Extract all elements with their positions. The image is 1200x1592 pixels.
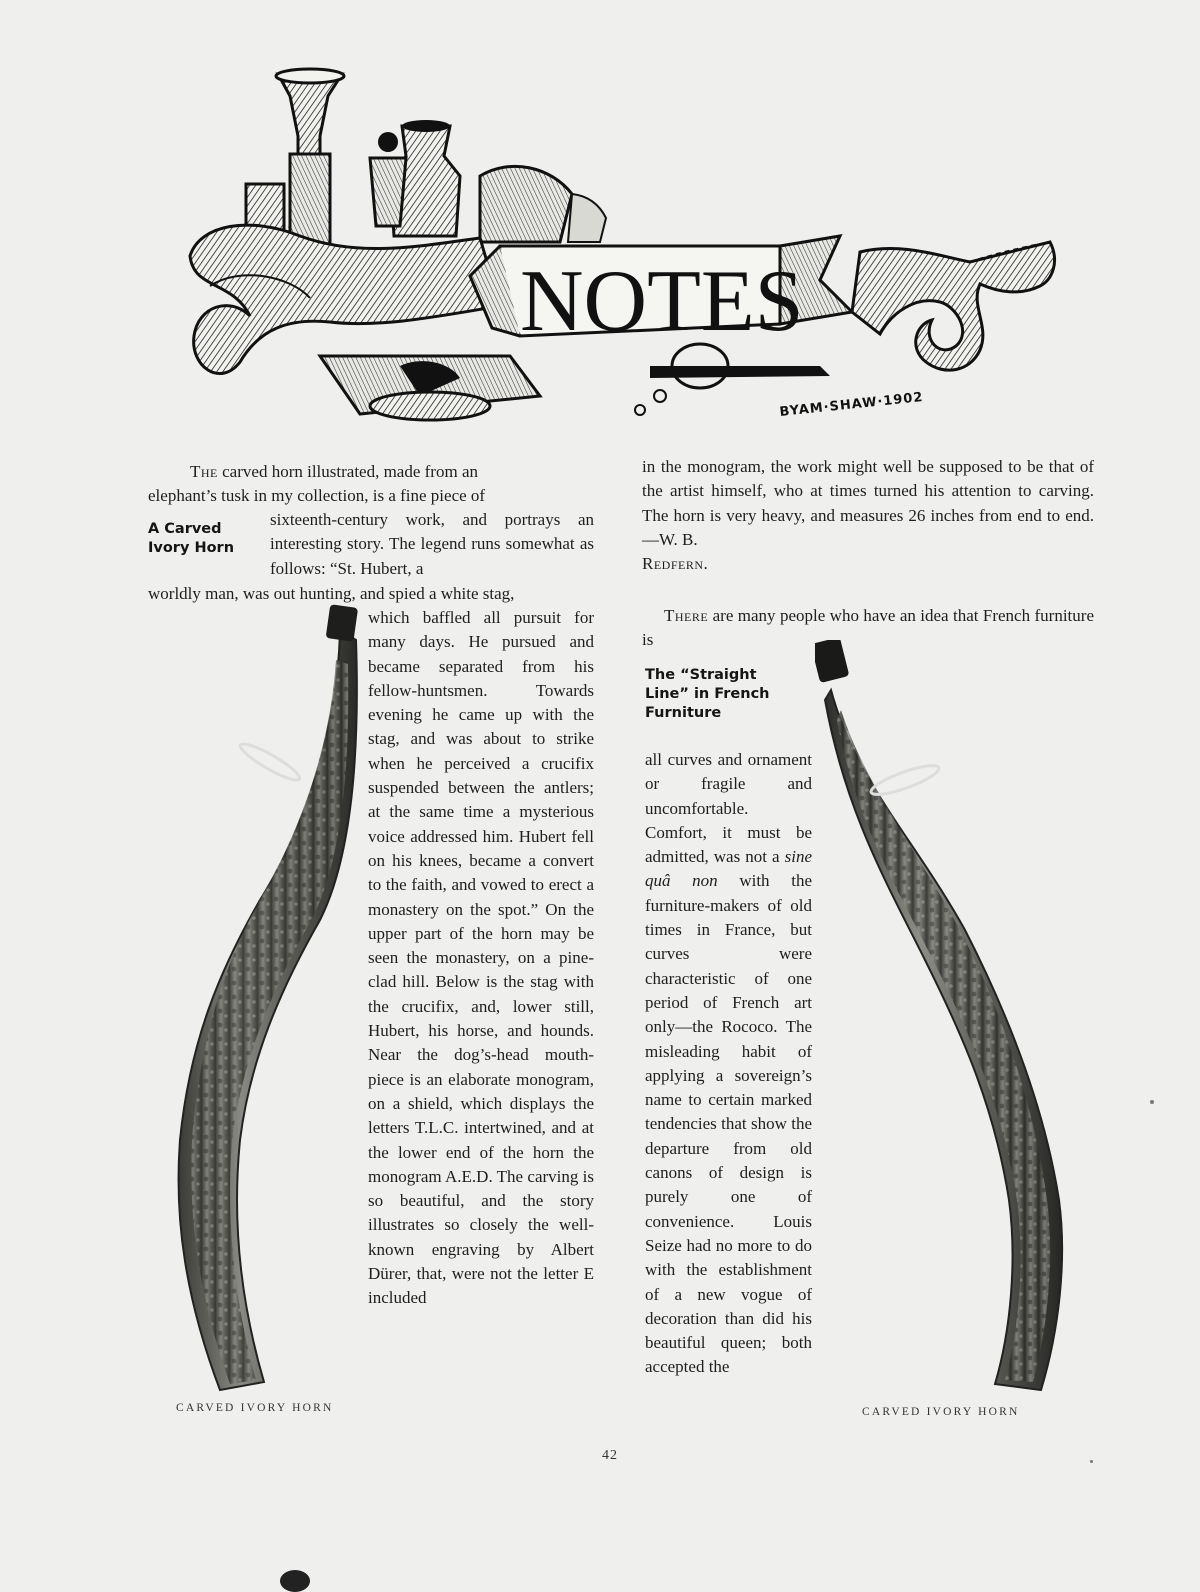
article1-line2: elephant’s tusk in my collection, is a fine piece of — [148, 486, 486, 506]
article2-narrow-column — [645, 748, 812, 1380]
notes-header-illustration — [180, 66, 1080, 446]
article1-continuation — [642, 455, 1094, 576]
notes-header-svg — [180, 66, 1080, 446]
article1-sidehead — [148, 520, 234, 558]
article1-line1: carved horn illustrated, made from an — [217, 462, 478, 481]
article2-sidehead — [645, 666, 770, 723]
paper-speck — [1150, 1100, 1154, 1104]
article1-wide-line: worldly man, was out hunting, and spied a white stag, — [148, 584, 515, 603]
article2-sidehead-line2: Line” in French — [645, 686, 770, 702]
article2-narrow-after: with the furniture-makers of old times in France, but curves were characteristic of one period of French art only—the Rococo. The misleading habit of applying a sovereign’s name to certain marked tendencies that show the departure from old canons of design is purely one of convenience. Louis Seize had no more to do with the establishment of a new vogue of decoration than did his beautiful queen; both accepted the — [645, 871, 812, 1377]
article1-author: Redfern. — [642, 554, 709, 574]
right-horn-svg — [815, 640, 1095, 1400]
right-horn-photo — [815, 640, 1095, 1400]
article2-sidehead-line1: The “Straight — [645, 667, 757, 683]
paper-speck — [1090, 1460, 1093, 1463]
notes-title: NOTES — [520, 253, 804, 350]
article2-intro-text: are many people who have an idea that French furniture is — [642, 606, 1094, 650]
article1-sidehead-line1: A Carved — [148, 521, 222, 537]
artist-signature: BYAM·SHAW·1902 — [778, 389, 925, 420]
article1-top-lines — [148, 460, 594, 509]
left-horn-caption: CARVED IVORY HORN — [176, 1402, 334, 1414]
left-horn-photo — [160, 600, 360, 1400]
ink-blot-decoration — [280, 1570, 310, 1592]
article1-continuation-text: in the monogram, the work might well be supposed to be that of the artist himself, who at times turned his attention to carving. The horn is very heavy, and measures 26 inches from end to end.—W. B. — [642, 457, 1094, 549]
article2-narrow-before: all curves and ornament or fragile and uncomfortable. Comfort, it must be admitted, was not a — [645, 750, 812, 867]
page-number: 42 — [602, 1448, 618, 1463]
right-horn-caption: CARVED IVORY HORN — [862, 1406, 1020, 1418]
article2-italic-phrase: sine quâ non — [645, 847, 812, 891]
article2-opening-word: There — [664, 606, 709, 625]
article1-opening-word: The — [190, 462, 218, 481]
article1-hang-text: sixteenth-century work, and portrays an interesting story. The legend runs somewhat as follows: “St. Hubert, a — [270, 510, 594, 578]
article2-sidehead-line3: Furniture — [645, 705, 722, 721]
article1-narrow-column: which baffled all pursuit for many days. He pursued and became separated from his fellow-huntsmen. Towards evening he came up with the stag, and was about to strike when he perceived a crucifix suspended between the antlers; at the same time a mysterious voice addressed him. Hubert fell on his knees, became a convert to the faith, and vowed to erect a monastery on the spot.” On the upper part of the horn may be seen the monastery, on a pine-clad hill. Below is the stag with the crucifix, and, lower still, Hubert, his horse, and hounds. Near the dog’s-head mouth-piece is an elaborate monogram, on a shield, which displays the letters T.L.C. intertwined, and at the lower end of the horn the monogram A.E.D. The carving is so beautiful, and the story illustrates so closely the well-known engraving by Albert Dürer, that, were not the letter E included — [368, 608, 594, 1308]
article1-sidehead-line2: Ivory Horn — [148, 540, 235, 556]
left-horn-svg — [160, 600, 360, 1400]
